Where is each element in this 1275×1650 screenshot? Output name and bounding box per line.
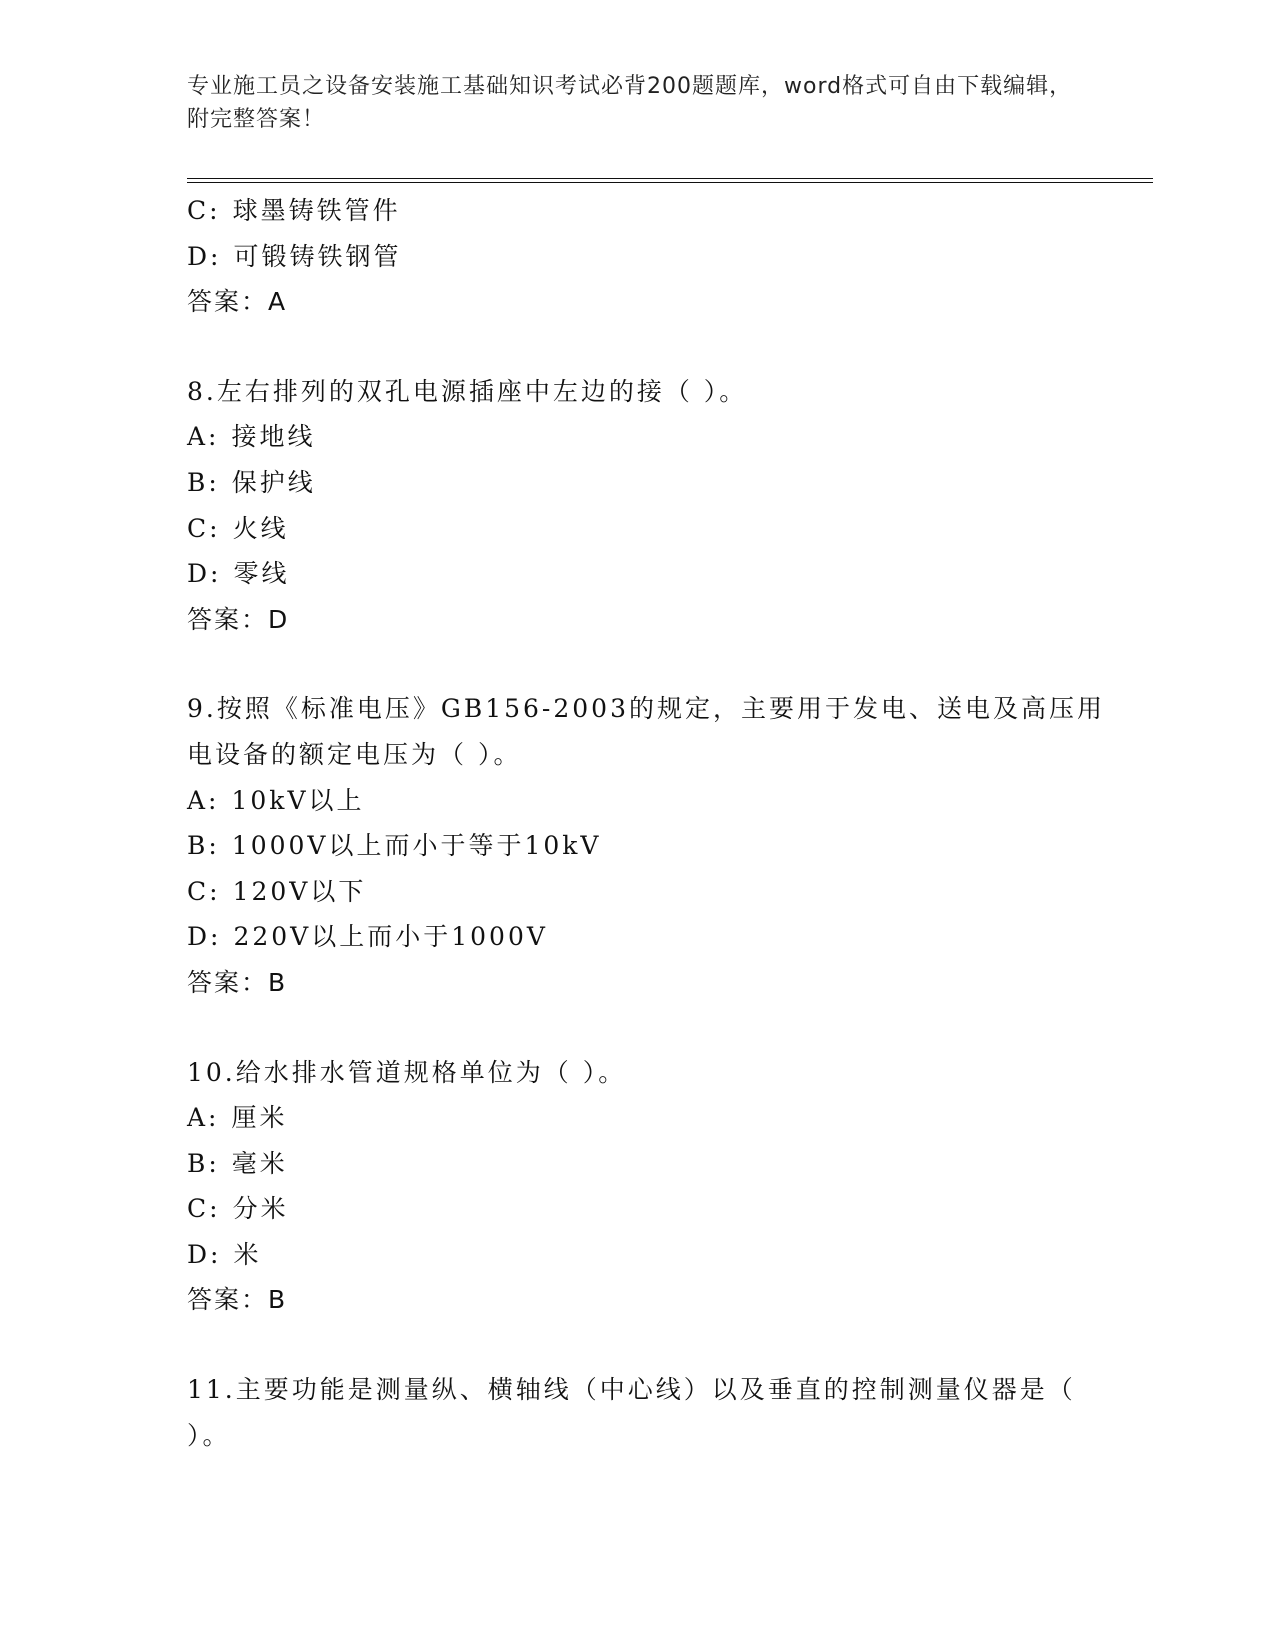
option-key: A: <box>187 1103 220 1133</box>
option-text: 1000V以上而小于等于10kV <box>231 831 602 861</box>
header-divider <box>187 178 1153 183</box>
option-key: B: <box>187 1148 220 1178</box>
question-text: 9.按照《标准电压》GB156-2003的规定，主要用于发电、送电及高压用电设备的额定电压为（ ）。 <box>187 694 1105 769</box>
option-key: D: <box>187 1239 222 1269</box>
option-key: C: <box>187 1194 221 1224</box>
answer-line: 答案：A <box>187 287 288 317</box>
option-d <box>187 1232 1107 1278</box>
option-d <box>187 234 1107 280</box>
question-text: 11.主要功能是测量纵、横轴线（中心线）以及垂直的控制测量仪器是（ ）。 <box>187 1375 1076 1450</box>
option-d <box>187 551 1107 597</box>
option-text: 分米 <box>232 1194 289 1224</box>
answer-line: 答案：B <box>187 1285 288 1315</box>
answer-line: 答案：D <box>187 604 290 634</box>
option-text: 可锻铸铁钢管 <box>233 241 402 271</box>
question-block-10 <box>187 1050 1107 1324</box>
option-a <box>187 1095 1107 1141</box>
option-text: 10kV以上 <box>231 785 365 815</box>
option-text: 毫米 <box>231 1148 288 1178</box>
option-text: 接地线 <box>231 422 316 452</box>
option-key: D: <box>187 241 222 271</box>
option-d <box>187 914 1107 960</box>
option-text: 120V以下 <box>232 876 367 906</box>
option-key: C: <box>187 513 221 543</box>
option-key: A: <box>187 785 220 815</box>
answer-line: 答案：B <box>187 967 288 997</box>
option-key: C: <box>187 876 221 906</box>
option-c <box>187 188 1107 234</box>
option-text: 球墨铸铁管件 <box>232 196 401 225</box>
option-a <box>187 778 1107 824</box>
option-text: 厘米 <box>231 1103 288 1133</box>
option-b <box>187 1141 1107 1187</box>
option-text: 保护线 <box>231 467 316 497</box>
option-key: B: <box>187 831 220 861</box>
option-text: 220V以上而小于1000V <box>233 922 548 952</box>
option-text: 零线 <box>233 559 290 589</box>
option-c <box>187 1186 1107 1232</box>
option-key: C: <box>187 196 221 225</box>
option-b <box>187 823 1107 869</box>
option-c <box>187 869 1107 915</box>
document-header: 专业施工员之设备安装施工基础知识考试必背200题题库，word格式可自由下载编辑，附完整答案！ <box>187 74 1073 132</box>
option-key: B: <box>187 467 220 497</box>
option-key: D: <box>187 559 222 589</box>
question-text: 10.给水排水管道规格单位为（ ）。 <box>187 1057 627 1087</box>
option-a <box>187 414 1107 460</box>
question-text: 8.左右排列的双孔电源插座中左边的接（ ）。 <box>187 376 748 406</box>
question-block-8 <box>187 369 1107 643</box>
option-text: 火线 <box>232 513 289 543</box>
option-c <box>187 506 1107 552</box>
option-text: 米 <box>233 1239 262 1269</box>
question-block-11 <box>187 1367 1107 1458</box>
question-block-9 <box>187 686 1107 1005</box>
option-b <box>187 460 1107 506</box>
option-key: D: <box>187 922 222 952</box>
question-block-7 <box>187 188 1107 325</box>
question-list <box>187 188 1107 1458</box>
option-key: A: <box>187 422 220 452</box>
